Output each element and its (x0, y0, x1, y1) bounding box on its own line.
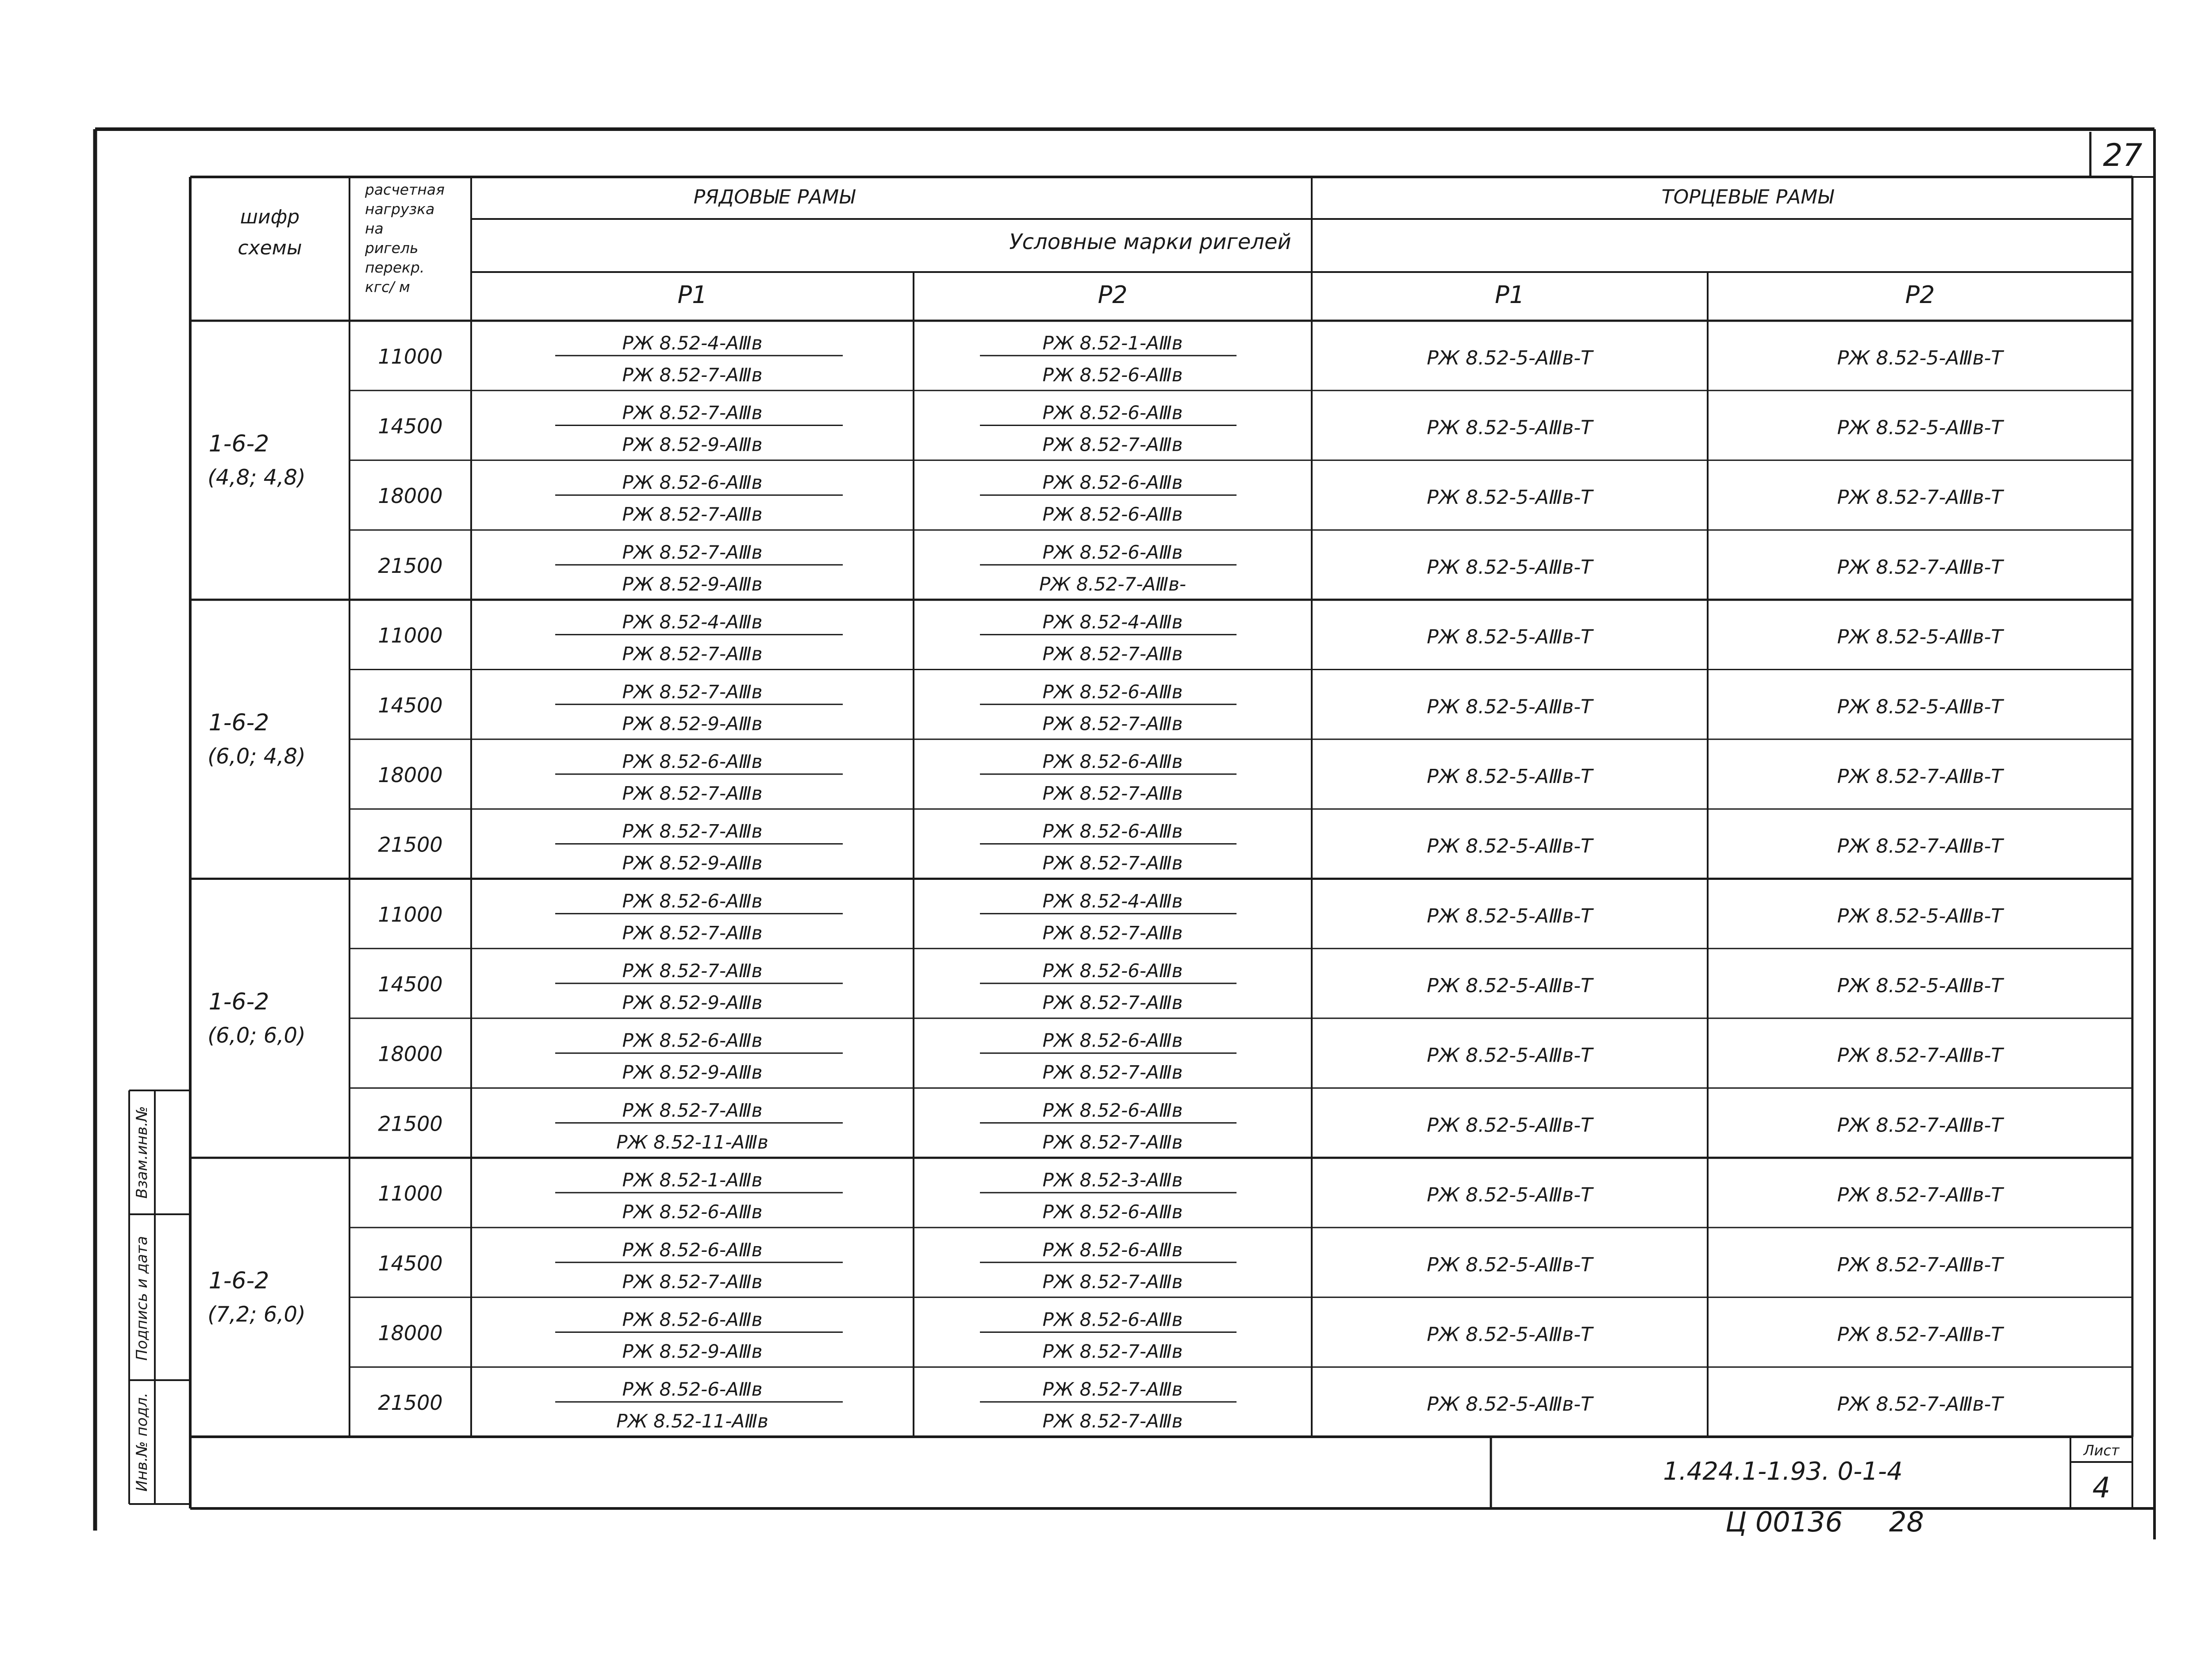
end-r1: РЖ 8.52-5-АⅢв-Т (1427, 1044, 1593, 1067)
end-r2: РЖ 8.52-5-АⅢв-Т (1837, 625, 2003, 648)
load-value: 21500 (378, 1112, 443, 1136)
end-r2: РЖ 8.52-7-АⅢв-Т (1837, 1044, 2003, 1067)
end-r2: РЖ 8.52-7-АⅢв-Т (1837, 835, 2003, 858)
row-r1-top: РЖ 8.52-7-АⅢв (622, 1099, 763, 1121)
load-value: 11000 (378, 623, 443, 648)
end-r1: РЖ 8.52-5-АⅢв-Т (1427, 416, 1593, 439)
row-r1-top: РЖ 8.52-7-АⅢв (622, 820, 763, 842)
scheme-dims: (6,0; 6,0) (207, 1023, 306, 1048)
end-r2: РЖ 8.52-7-АⅢв-Т (1837, 1323, 2003, 1346)
load-value: 21500 (378, 833, 443, 857)
load-value: 11000 (378, 1182, 443, 1206)
end-r2: РЖ 8.52-5-АⅢв-Т (1837, 975, 2003, 998)
end-frames-header: ТОРЦЕВЫЕ РАМЫ (1661, 186, 1834, 208)
row-r2-top: РЖ 8.52-6-АⅢв (1042, 472, 1183, 494)
col-header-2: Р2 (1098, 281, 1128, 309)
row-r2-top: РЖ 8.52-6-АⅢв (1042, 1029, 1183, 1051)
code-header-line2: схемы (238, 237, 302, 259)
row-r1-bottom: РЖ 8.52-9-АⅢв (622, 1061, 763, 1083)
end-r1: РЖ 8.52-5-АⅢв-Т (1427, 346, 1593, 369)
row-r1-top: РЖ 8.52-6-АⅢв (622, 1308, 763, 1331)
row-r2-bottom: РЖ 8.52-7-АⅢв (1042, 1061, 1183, 1083)
load-header-line: ригель (365, 239, 419, 257)
row-r1-top: РЖ 8.52-6-АⅢв (622, 1378, 763, 1401)
row-r1-bottom: РЖ 8.52-9-АⅢв (622, 713, 763, 735)
end-r2: РЖ 8.52-7-АⅢв-Т (1837, 1253, 2003, 1276)
row-r2-bottom: РЖ 8.52-7-АⅢв (1042, 713, 1183, 735)
archive-number: Ц 00136 (1725, 1506, 1843, 1538)
end-r2: РЖ 8.52-7-АⅢв-Т (1837, 1184, 2003, 1207)
row-r2-bottom: РЖ 8.52-6-АⅢв (1042, 364, 1183, 386)
load-value: 18000 (378, 1321, 443, 1345)
page-number: 27 (2103, 137, 2143, 173)
sheet-label: Лист (2083, 1442, 2120, 1459)
row-r1-top: РЖ 8.52-7-АⅢв (622, 541, 763, 563)
row-r2-bottom: РЖ 8.52-7-АⅢв (1042, 852, 1183, 874)
row-r2-top: РЖ 8.52-6-АⅢв (1042, 1239, 1183, 1261)
end-r1: РЖ 8.52-5-АⅢв-Т (1427, 1114, 1593, 1137)
row-r1-bottom: РЖ 8.52-7-АⅢв (622, 1270, 763, 1293)
scheme-dims: (4,8; 4,8) (207, 465, 306, 490)
row-r1-bottom: РЖ 8.52-9-АⅢв (622, 992, 763, 1014)
row-r2-top: РЖ 8.52-7-АⅢв (1042, 1378, 1183, 1401)
row-r2-top: РЖ 8.52-4-АⅢв (1042, 890, 1183, 912)
end-r2: РЖ 8.52-7-АⅢв-Т (1837, 486, 2003, 509)
end-r1: РЖ 8.52-5-АⅢв-Т (1427, 975, 1593, 998)
row-r2-bottom: РЖ 8.52-7-АⅢв (1042, 1131, 1183, 1153)
end-r1: РЖ 8.52-5-АⅢв-Т (1427, 486, 1593, 509)
row-frames-header: РЯДОВЫЕ РАМЫ (693, 186, 855, 208)
end-r2: РЖ 8.52-5-АⅢв-Т (1837, 416, 2003, 439)
scheme-code: 1-6-2 (208, 988, 269, 1015)
row-r1-bottom: РЖ 8.52-9-АⅢв (622, 434, 763, 456)
row-r2-top: РЖ 8.52-6-АⅢв (1042, 960, 1183, 982)
code-header-line1: шифр (240, 206, 300, 228)
row-r2-bottom: РЖ 8.52-7-АⅢв- (1039, 573, 1187, 595)
row-r1-top: РЖ 8.52-6-АⅢв (622, 1029, 763, 1051)
row-r1-top: РЖ 8.52-4-АⅢв (622, 332, 763, 354)
load-header-line: кгс/ м (365, 278, 410, 295)
stamp-inv: Инв.№ подл. (133, 1393, 151, 1492)
scheme-dims: (6,0; 4,8) (207, 744, 306, 769)
load-value: 14500 (378, 414, 443, 438)
end-r2: РЖ 8.52-5-АⅢв-Т (1837, 695, 2003, 718)
row-r1-bottom: РЖ 8.52-11-АⅢв (616, 1410, 768, 1432)
row-r2-top: РЖ 8.52-6-АⅢв (1042, 541, 1183, 563)
col-header-4: Р2 (1905, 281, 1935, 309)
end-r2: РЖ 8.52-7-АⅢв-Т (1837, 556, 2003, 579)
row-r1-top: РЖ 8.52-6-АⅢв (622, 750, 763, 772)
stamp-replace-inv: Взам.инв.№ (133, 1106, 151, 1199)
end-r1: РЖ 8.52-5-АⅢв-Т (1427, 1323, 1593, 1346)
row-r2-top: РЖ 8.52-4-АⅢв (1042, 611, 1183, 633)
row-r2-top: РЖ 8.52-6-АⅢв (1042, 1308, 1183, 1331)
row-r2-bottom: РЖ 8.52-7-АⅢв (1042, 992, 1183, 1014)
load-value: 18000 (378, 763, 443, 787)
col-header-1: Р1 (677, 281, 707, 309)
side-stamp (129, 1090, 190, 1504)
end-r1: РЖ 8.52-5-АⅢв-Т (1427, 556, 1593, 579)
row-r2-bottom: РЖ 8.52-7-АⅢв (1042, 782, 1183, 804)
load-value: 14500 (378, 1251, 443, 1275)
end-r1: РЖ 8.52-5-АⅢв-Т (1427, 905, 1593, 928)
row-r2-top: РЖ 8.52-6-АⅢв (1042, 1099, 1183, 1121)
end-r2: РЖ 8.52-7-АⅢв-Т (1837, 1393, 2003, 1416)
end-r2: РЖ 8.52-7-АⅢв-Т (1837, 765, 2003, 788)
row-r1-top: РЖ 8.52-6-АⅢв (622, 472, 763, 494)
end-r1: РЖ 8.52-5-АⅢв-Т (1427, 1253, 1593, 1276)
scheme-dims: (7,2; 6,0) (207, 1302, 306, 1327)
row-r1-bottom: РЖ 8.52-7-АⅢв (622, 364, 763, 386)
row-r2-top: РЖ 8.52-1-АⅢв (1042, 332, 1183, 354)
scheme-code: 1-6-2 (208, 710, 269, 737)
col-header-3: Р1 (1495, 281, 1525, 309)
row-r2-bottom: РЖ 8.52-7-АⅢв (1042, 1410, 1183, 1432)
row-r1-bottom: РЖ 8.52-9-АⅢв (622, 1340, 763, 1362)
archive-suffix: 28 (1889, 1506, 1924, 1538)
doc-code: 1.424.1-1.93. 0-1-4 (1663, 1457, 1903, 1486)
row-r2-bottom: РЖ 8.52-7-АⅢв (1042, 1340, 1183, 1362)
end-r2: РЖ 8.52-7-АⅢв-Т (1837, 1114, 2003, 1137)
row-r2-top: РЖ 8.52-6-АⅢв (1042, 750, 1183, 772)
scheme-code: 1-6-2 (208, 1267, 269, 1294)
row-r2-bottom: РЖ 8.52-6-АⅢв (1042, 1201, 1183, 1223)
row-r1-bottom: РЖ 8.52-9-АⅢв (622, 852, 763, 874)
load-value: 14500 (378, 972, 443, 997)
row-r2-bottom: РЖ 8.52-6-АⅢв (1042, 503, 1183, 526)
conditional-marks-header: Условные марки ригелей (1009, 230, 1291, 254)
load-value: 21500 (378, 1391, 443, 1415)
load-value: 11000 (378, 344, 443, 368)
sheet-number: 4 (2092, 1472, 2111, 1504)
end-r1: РЖ 8.52-5-АⅢв-Т (1427, 625, 1593, 648)
stamp-sign-date: Подпись и дата (133, 1236, 151, 1361)
end-r1: РЖ 8.52-5-АⅢв-Т (1427, 695, 1593, 718)
row-r1-top: РЖ 8.52-6-АⅢв (622, 890, 763, 912)
end-r2: РЖ 8.52-5-АⅢв-Т (1837, 905, 2003, 928)
load-header-line: расчетная (365, 181, 445, 198)
row-r2-top: РЖ 8.52-6-АⅢв (1042, 681, 1183, 703)
row-r1-top: РЖ 8.52-1-АⅢв (622, 1169, 763, 1191)
load-header-line: перекр. (365, 259, 425, 276)
row-r1-top: РЖ 8.52-7-АⅢв (622, 402, 763, 424)
row-r1-top: РЖ 8.52-7-АⅢв (622, 681, 763, 703)
row-r1-top: РЖ 8.52-4-АⅢв (622, 611, 763, 633)
table-texts (207, 181, 2120, 1504)
row-r1-bottom: РЖ 8.52-6-АⅢв (622, 1201, 763, 1223)
end-r1: РЖ 8.52-5-АⅢв-Т (1427, 835, 1593, 858)
row-r2-bottom: РЖ 8.52-7-АⅢв (1042, 922, 1183, 944)
load-value: 18000 (378, 1042, 443, 1066)
load-value: 21500 (378, 553, 443, 578)
row-r1-bottom: РЖ 8.52-7-АⅢв (622, 782, 763, 804)
load-header-line: нагрузка (365, 200, 435, 218)
row-r1-bottom: РЖ 8.52-7-АⅢв (622, 922, 763, 944)
row-r2-top: РЖ 8.52-6-АⅢв (1042, 820, 1183, 842)
row-r1-bottom: РЖ 8.52-7-АⅢв (622, 643, 763, 665)
load-value: 14500 (378, 693, 443, 718)
row-r2-top: РЖ 8.52-6-АⅢв (1042, 402, 1183, 424)
end-r1: РЖ 8.52-5-АⅢв-Т (1427, 1393, 1593, 1416)
load-value: 18000 (378, 484, 443, 508)
row-r1-bottom: РЖ 8.52-11-АⅢв (616, 1131, 768, 1153)
row-r1-bottom: РЖ 8.52-7-АⅢв (622, 503, 763, 526)
row-r2-bottom: РЖ 8.52-7-АⅢв (1042, 1270, 1183, 1293)
load-header-line: на (365, 220, 384, 237)
end-r2: РЖ 8.52-5-АⅢв-Т (1837, 346, 2003, 369)
row-r1-top: РЖ 8.52-7-АⅢв (622, 960, 763, 982)
load-value: 11000 (378, 902, 443, 927)
row-r2-bottom: РЖ 8.52-7-АⅢв (1042, 643, 1183, 665)
row-r2-top: РЖ 8.52-3-АⅢв (1042, 1169, 1183, 1191)
end-r1: РЖ 8.52-5-АⅢв-Т (1427, 765, 1593, 788)
scheme-code: 1-6-2 (208, 430, 269, 457)
end-r1: РЖ 8.52-5-АⅢв-Т (1427, 1184, 1593, 1207)
row-r1-bottom: РЖ 8.52-9-АⅢв (622, 573, 763, 595)
row-r2-bottom: РЖ 8.52-7-АⅢв (1042, 434, 1183, 456)
row-r1-top: РЖ 8.52-6-АⅢв (622, 1239, 763, 1261)
